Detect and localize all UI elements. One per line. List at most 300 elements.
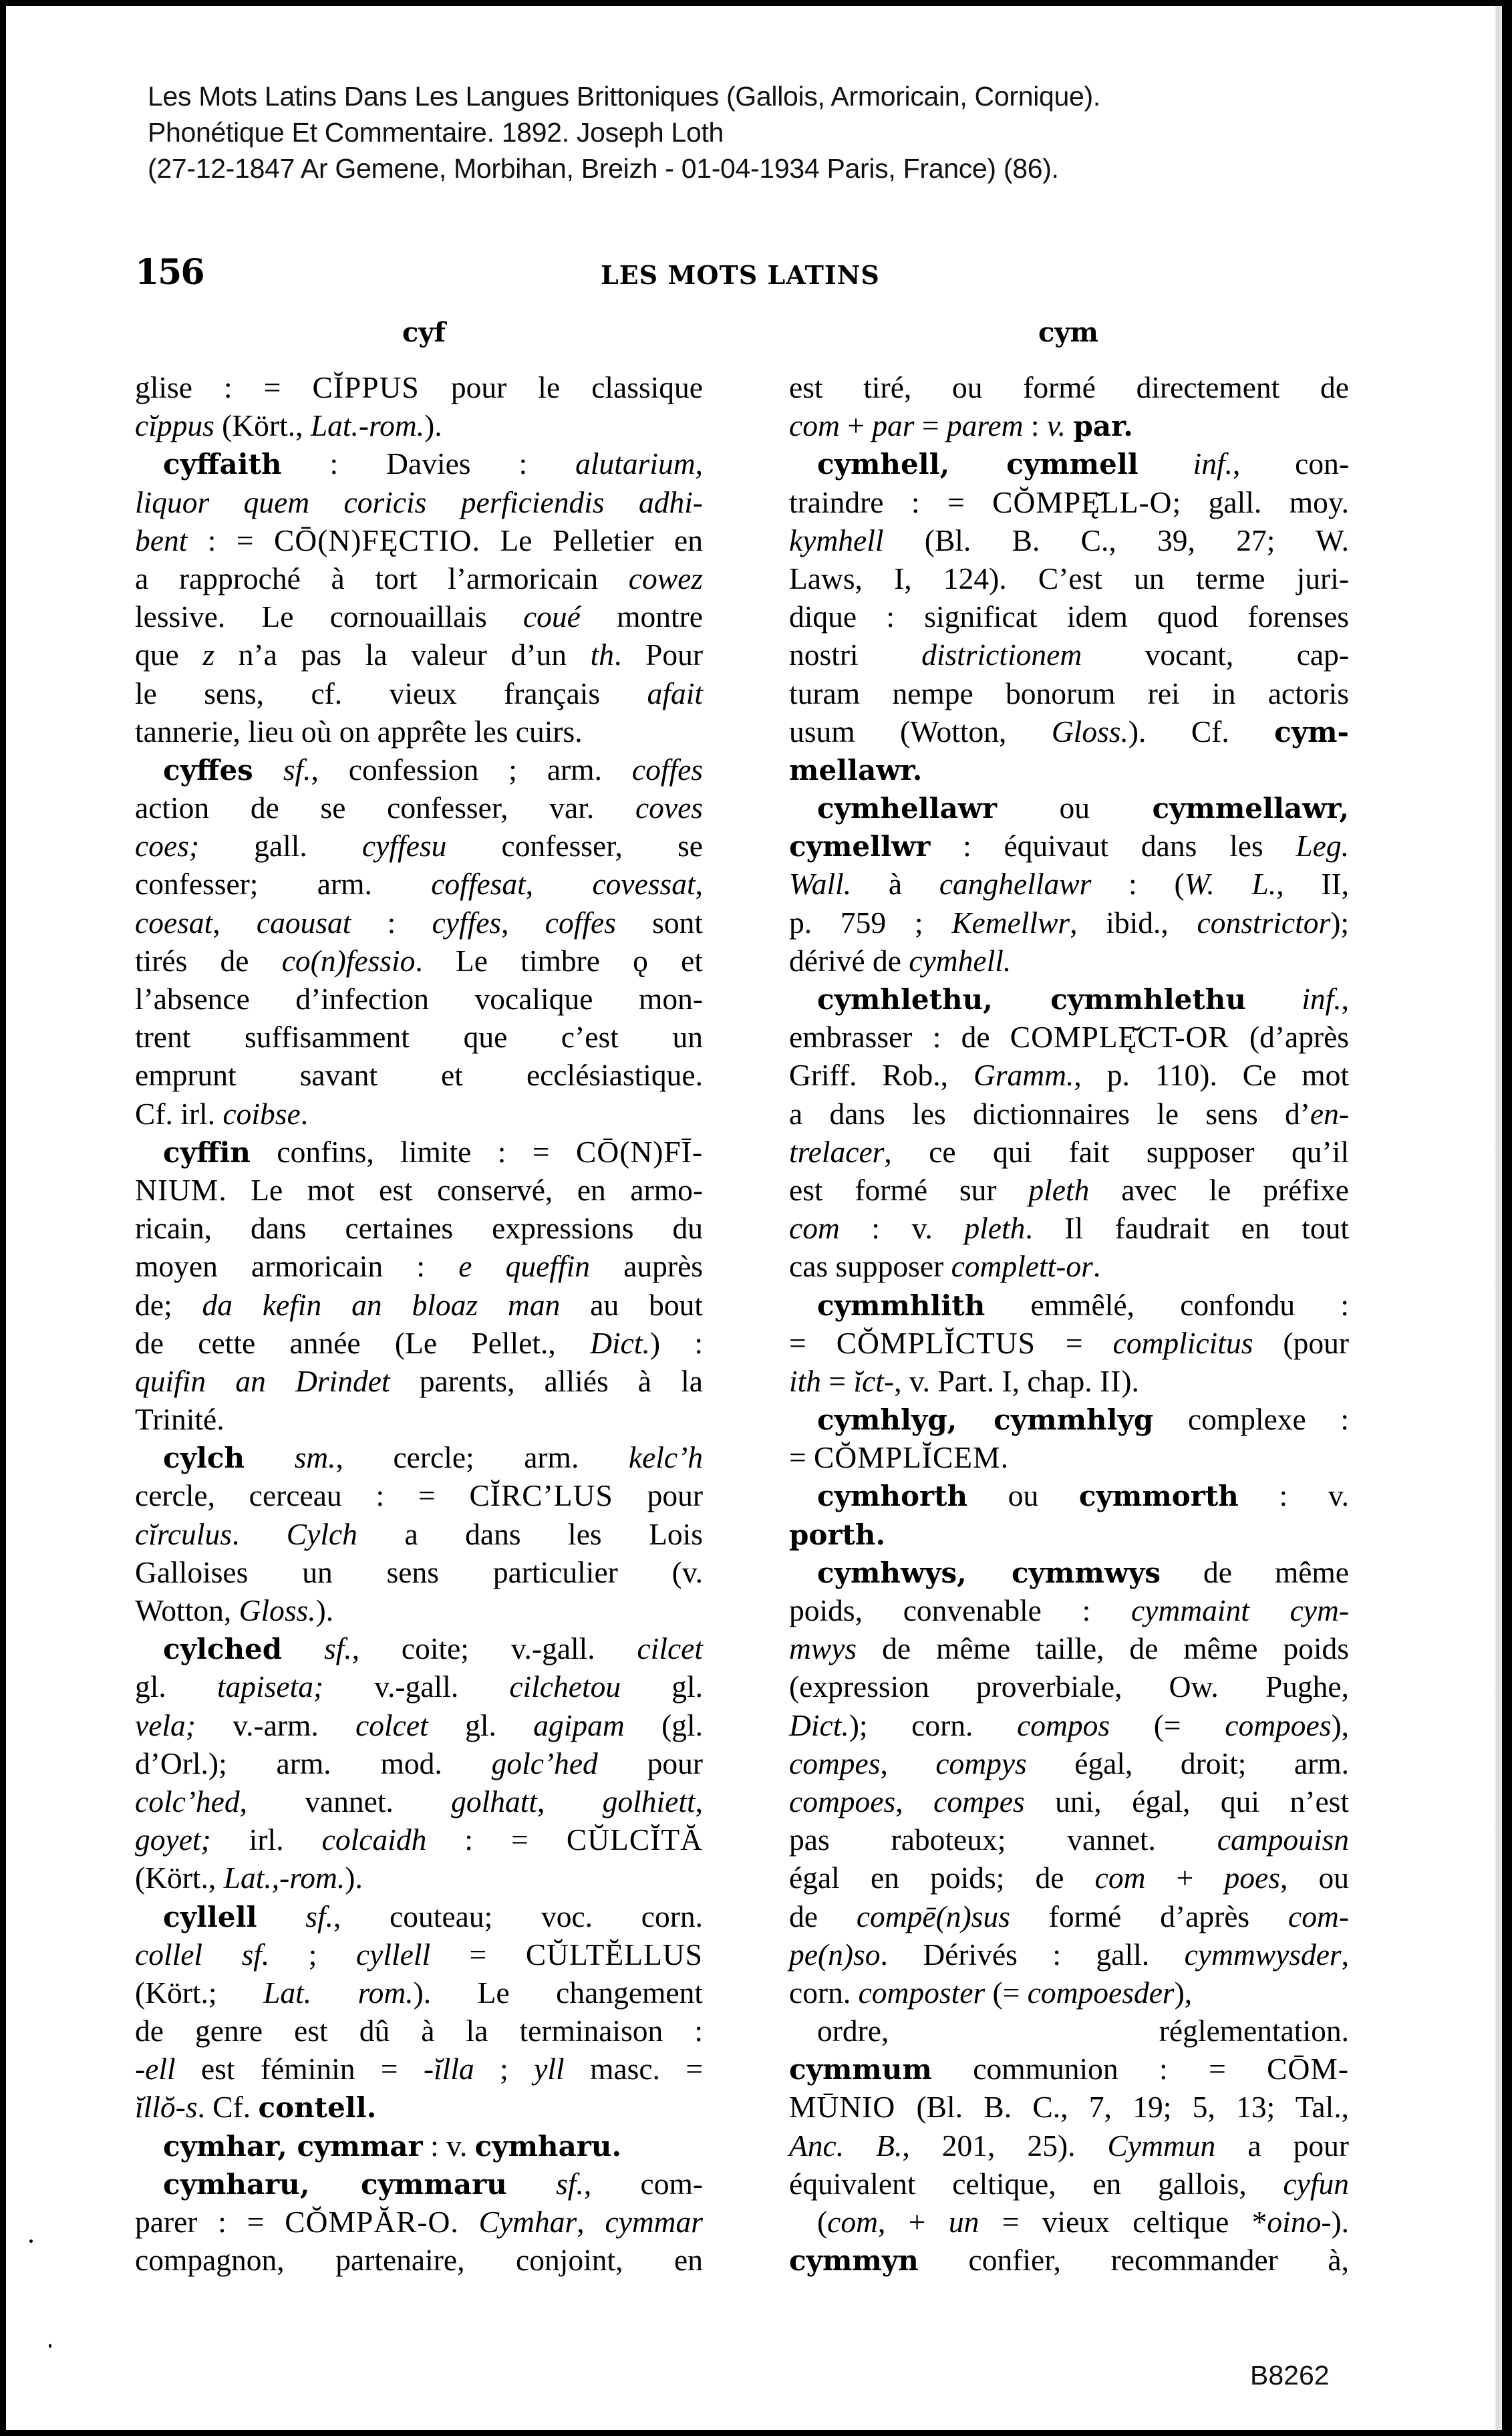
text-run	[282, 1631, 324, 1665]
italic-form: golhiett	[602, 1784, 696, 1818]
text-run: confins, limite : =	[250, 1134, 577, 1169]
italic-form: un	[948, 2205, 979, 2239]
text-line	[135, 1324, 703, 1362]
text-line	[135, 406, 703, 444]
text-line	[135, 942, 703, 980]
headword: cyffes	[163, 753, 253, 787]
italic-form: pleth	[964, 1211, 1026, 1246]
text-run: confier, recommander à,	[918, 2243, 1349, 2278]
italic-form: compos	[1017, 1708, 1110, 1742]
text-run: emprunt savant et ecclésiastique.	[135, 1058, 703, 1093]
text-run: +	[1145, 1861, 1225, 1895]
text-line	[789, 1286, 1349, 1324]
text-run: =	[1035, 1325, 1113, 1360]
text-line	[135, 751, 703, 789]
italic-form: Anc. B.	[789, 2128, 903, 2163]
text-run: ;	[269, 1937, 356, 1972]
text-run	[1246, 982, 1302, 1016]
italic-form: liquor quem coricis perficiendis adhi-	[135, 485, 703, 519]
text-run: ricain, dans certaines expressions du	[135, 1211, 703, 1246]
text-run: pas raboteux; vannet.	[789, 1822, 1217, 1857]
text-run: que	[135, 638, 203, 672]
scan-speck	[49, 2344, 51, 2348]
text-run: auprès	[590, 1249, 703, 1284]
italic-form: compoes	[1225, 1708, 1332, 1742]
italic-form: W. L.	[1184, 867, 1277, 902]
text-run: ,	[1341, 1937, 1349, 1972]
text-line	[135, 1782, 703, 1820]
italic-form: golhatt	[451, 1784, 538, 1818]
text-run: égal en poids; de	[789, 1861, 1095, 1895]
italic-form: covessat	[592, 867, 696, 902]
headword: cymhwys, cymmwys	[817, 1556, 1161, 1589]
italic-form: -ĭlla	[423, 2052, 474, 2086]
text-run	[253, 753, 283, 787]
italic-form: compē(n)sus	[856, 1899, 1010, 1933]
italic-form: da kefin an bloaz man	[202, 1287, 561, 1322]
text-run: de cette année (Le Pellet.,	[135, 1325, 591, 1360]
latin-etymon: CŎMPĂR-O	[285, 2205, 451, 2239]
text-line	[135, 1553, 703, 1591]
italic-form: colc’hed	[135, 1784, 240, 1818]
text-run: ou	[997, 791, 1153, 825]
text-run: complexe :	[1153, 1402, 1349, 1437]
text-run: embrasser : de	[789, 1020, 1010, 1055]
text-run: dérivé de	[789, 943, 909, 978]
text-run: . Cf.	[197, 2090, 259, 2125]
text-run: le sens, cf. vieux français	[135, 676, 647, 710]
italic-form: com	[1094, 1861, 1146, 1895]
text-line	[789, 2127, 1349, 2165]
text-run: (Bl. B. C., 39, 27; W.	[883, 523, 1349, 557]
italic-form: compoes	[789, 1784, 896, 1818]
text-line	[789, 1362, 1349, 1400]
latin-etymon: CŬLCĬTĂ	[566, 1822, 703, 1857]
text-line	[789, 1209, 1349, 1247]
text-run: avec le préfixe	[1089, 1172, 1349, 1207]
text-run: . Pour	[614, 638, 703, 672]
text-run: parents, alliés à la	[390, 1363, 703, 1398]
text-run: a dans les Lois	[357, 1516, 703, 1551]
text-run: sont	[615, 905, 703, 940]
italic-form: cilcet	[637, 1631, 703, 1666]
text-run: ). Cf.	[1128, 714, 1275, 749]
text-line	[789, 1744, 1349, 1782]
text-line	[789, 1706, 1349, 1744]
text-line	[789, 1056, 1349, 1094]
text-run: : v.	[422, 2128, 475, 2163]
text-run: .	[450, 2205, 479, 2239]
latin-etymon: CŌ(N)FĪ-	[576, 1134, 703, 1169]
italic-form: cymmaint cym-	[1130, 1593, 1349, 1627]
headword: cymhar, cymmar	[163, 2129, 423, 2163]
text-run: (=	[1110, 1708, 1225, 1742]
italic-form: cĭrculus	[135, 1516, 232, 1551]
text-run: ;	[474, 2052, 535, 2086]
italic-form: Lat.,-rom.	[223, 1861, 345, 1895]
text-line	[789, 1820, 1349, 1859]
italic-form: v.	[1046, 408, 1066, 443]
text-run: de genre est dû à la terminaison :	[135, 2014, 703, 2048]
italic-form: cyllell	[355, 1937, 431, 1972]
italic-form: kymhell	[789, 523, 884, 557]
text-run: : Davies :	[281, 446, 576, 481]
latin-etymon: CŎMPLĬCEM	[814, 1440, 1001, 1475]
italic-form: Kemellwr	[951, 905, 1070, 940]
text-run: l’absence d’infection vocalique mon-	[135, 982, 703, 1016]
text-run: Trinité.	[135, 1402, 224, 1437]
text-run: dique : significat idem quod forenses	[789, 599, 1349, 634]
text-line	[135, 2203, 703, 2241]
italic-form: trelacer	[789, 1134, 885, 1169]
text-line	[789, 1324, 1349, 1362]
italic-form: pe(n)so	[789, 1937, 881, 1972]
text-line	[789, 1247, 1349, 1285]
bib-line-2: Phonétique Et Commentaire. 1892. Joseph Loth	[148, 117, 724, 148]
latin-etymon: II	[1100, 1363, 1122, 1398]
text-line	[789, 368, 1349, 406]
italic-form: Gloss.	[1051, 714, 1128, 749]
text-run: de même taille, de même poids	[857, 1631, 1349, 1666]
text-line	[789, 942, 1349, 980]
text-run: , II,	[1276, 867, 1350, 902]
text-line	[789, 1095, 1349, 1133]
text-run: ),	[1331, 1708, 1349, 1742]
text-run: est tiré, ou formé directement de	[789, 370, 1349, 404]
text-run: , confession ; arm.	[311, 752, 632, 787]
headword: cymellwr	[789, 830, 931, 863]
italic-form: afait	[647, 676, 703, 710]
text-run: gl.	[428, 1708, 534, 1742]
text-run: (expression proverbiale, Ow. Pughe,	[789, 1669, 1349, 1704]
right-guide-word: cym	[1038, 317, 1098, 348]
text-line	[789, 1171, 1349, 1209]
italic-form: alutarium,	[575, 446, 703, 481]
text-run: :	[351, 905, 432, 940]
italic-form: composter	[858, 1975, 986, 2010]
italic-form: sf.	[305, 1899, 333, 1933]
text-run: ),	[1174, 1975, 1193, 2010]
text-run: gl.	[135, 1669, 217, 1704]
text-line	[789, 1400, 1349, 1438]
text-run: , ou	[1279, 1861, 1349, 1895]
headword: contell.	[258, 2091, 377, 2125]
text-line	[789, 1782, 1349, 1820]
text-run: de	[789, 1899, 857, 1933]
text-line	[789, 521, 1349, 559]
text-run: , coite; v.-gall.	[351, 1631, 637, 1666]
scan-speck	[29, 2240, 33, 2243]
latin-etymon: CŌ(N)FĘCTIO	[274, 523, 472, 557]
text-line	[135, 980, 703, 1018]
catalog-code: B8262	[1250, 2360, 1330, 2391]
text-run: tannerie, lieu où on apprête les cuirs.	[135, 714, 583, 749]
text-run: . Dérivés : gall.	[880, 1937, 1185, 1972]
text-run: , ibid.,	[1070, 905, 1197, 940]
italic-form: cilchetou	[509, 1669, 621, 1704]
headword: cyffin	[163, 1135, 251, 1169]
text-line	[135, 1476, 703, 1514]
italic-form: coffes	[545, 905, 616, 940]
text-run: gl.	[621, 1669, 703, 1704]
italic-form: cyffes	[432, 905, 502, 940]
text-run: p. 759 ;	[789, 905, 952, 940]
italic-form: Wall.	[789, 867, 852, 902]
italic-form: com	[789, 1211, 840, 1246]
italic-form: campouisn	[1217, 1822, 1349, 1857]
text-line	[135, 1667, 703, 1706]
text-run: égal, droit; arm.	[1026, 1746, 1349, 1780]
text-run: ,	[1341, 982, 1349, 1016]
headword: cymhell, cymmell	[817, 448, 1139, 481]
text-run: = vieux celtique *	[979, 2205, 1267, 2239]
text-run	[245, 1440, 295, 1474]
italic-form: bent	[135, 523, 188, 557]
italic-form: cyfun	[1283, 2166, 1349, 2201]
text-run: ,	[525, 867, 593, 902]
text-line	[135, 865, 703, 903]
italic-form: en-	[1310, 1096, 1349, 1131]
italic-form: cymmar	[605, 2205, 704, 2239]
text-run: .	[1000, 1440, 1008, 1475]
italic-form: pleth	[1028, 1172, 1090, 1207]
italic-form: agipam	[533, 1708, 625, 1742]
headword: cymhlyg, cymmhlyg	[817, 1403, 1154, 1437]
text-run: : =	[426, 1822, 567, 1857]
italic-form: coes;	[135, 829, 199, 863]
text-run: traindre : =	[789, 485, 993, 519]
text-run: pour	[597, 1746, 703, 1780]
text-run: , vannet.	[239, 1784, 452, 1818]
text-run: moyen armoricain :	[135, 1249, 459, 1284]
text-run: (d’après	[1229, 1020, 1349, 1055]
headword: cymhorth	[817, 1480, 968, 1513]
text-run: ,	[895, 1784, 934, 1818]
text-run: : =	[187, 523, 275, 557]
italic-form: cymmwysder	[1184, 1937, 1342, 1972]
headword: cylch	[163, 1442, 245, 1475]
italic-form: Lat.-rom.	[310, 408, 425, 443]
text-run: à	[851, 867, 939, 902]
text-line	[135, 483, 703, 521]
text-line	[135, 1897, 703, 1935]
headword: cylched	[163, 1633, 283, 1666]
text-line	[135, 2165, 703, 2203]
italic-form: colcaidh	[321, 1822, 427, 1857]
latin-etymon: CŬLTĔLLUS	[525, 1937, 703, 1972]
text-line	[135, 2050, 703, 2088]
text-run: Laws, I, 124). C’est un terme juri-	[789, 561, 1349, 595]
text-line	[135, 1362, 703, 1400]
bib-line-1: Les Mots Latins Dans Les Langues Brittoniques (Gallois, Armoricain, Cornique).	[148, 81, 1100, 112]
italic-form: cĭppus	[135, 408, 214, 443]
text-line	[135, 1706, 703, 1744]
headword: cymharu.	[474, 2129, 622, 2163]
text-line	[135, 674, 703, 712]
document-page	[6, 6, 1502, 2430]
headword: cymmhlith	[817, 1289, 986, 1322]
italic-form: Dict.	[590, 1325, 650, 1360]
italic-form: Gloss.	[239, 1593, 316, 1627]
text-run: , cercle; arm.	[335, 1440, 629, 1475]
italic-form: kelc’h	[628, 1440, 704, 1475]
text-line	[789, 904, 1349, 942]
text-run: parer : =	[135, 2205, 285, 2239]
text-run: ).	[345, 1861, 363, 1895]
latin-etymon: CĬRC’LUS	[469, 1478, 613, 1513]
text-run: ,	[577, 2205, 605, 2239]
headword: par.	[1073, 410, 1133, 443]
text-run: : équivaut dans les	[930, 829, 1296, 863]
text-run: .	[300, 1096, 309, 1131]
left-guide-word: cyf	[402, 317, 446, 348]
text-line	[789, 1897, 1349, 1935]
text-line	[135, 1018, 703, 1056]
italic-form: sm.	[294, 1440, 336, 1475]
italic-form: coué	[522, 599, 581, 634]
text-run: est formé sur	[789, 1172, 1029, 1207]
text-line	[135, 1247, 703, 1285]
text-line	[789, 483, 1349, 521]
headword: cymharu, cymmaru	[163, 2167, 507, 2201]
text-run: glise : =	[135, 370, 313, 404]
left-column	[135, 368, 703, 2279]
text-run: ,	[501, 905, 545, 940]
text-run: .	[1092, 1249, 1101, 1284]
text-line	[135, 2012, 703, 2050]
italic-form: tapiseta;	[216, 1669, 324, 1704]
text-line	[135, 1859, 703, 1897]
text-line	[135, 1974, 703, 2012]
italic-form: inf.	[1302, 982, 1342, 1016]
italic-form: Lat. rom.	[263, 1975, 414, 2010]
text-run: tirés de	[135, 943, 282, 978]
text-run: . Le timbre ǫ et	[415, 943, 703, 978]
text-run: lessive. Le cornouaillais	[135, 599, 523, 634]
text-run: trent suffisamment que c’est un	[135, 1020, 703, 1055]
text-line	[789, 406, 1349, 444]
text-line	[789, 1629, 1349, 1667]
text-run: (=	[985, 1975, 1028, 2010]
text-line	[135, 597, 703, 636]
italic-form: collel sf.	[135, 1937, 270, 1972]
text-run: : v.	[1238, 1478, 1350, 1513]
text-run: , con-	[1232, 446, 1349, 481]
italic-form: quifin an Drindet	[135, 1363, 390, 1398]
italic-form: yll	[534, 2052, 565, 2086]
text-line	[789, 1018, 1349, 1056]
text-run: ). Le changement	[413, 1975, 703, 2010]
text-run: (	[817, 2205, 828, 2239]
text-line	[135, 2127, 703, 2165]
right-column	[789, 368, 1349, 2279]
text-run: uni, égal, qui n’est	[1024, 1784, 1350, 1818]
text-run: ).	[1121, 1363, 1139, 1398]
text-run: . Le mot est conservé, en armo-	[218, 1172, 703, 1207]
text-line	[135, 1056, 703, 1094]
text-line	[789, 2165, 1349, 2203]
italic-form: ĭct-	[853, 1363, 895, 1398]
text-run: ).	[1331, 2205, 1349, 2239]
italic-form: compoesder	[1027, 1975, 1175, 2010]
text-line	[789, 789, 1349, 827]
italic-form: com	[789, 408, 840, 443]
italic-form: compys	[935, 1746, 1027, 1780]
text-run: ).	[424, 408, 442, 443]
italic-form: e queffin	[458, 1249, 591, 1284]
italic-form: vela;	[135, 1708, 196, 1742]
italic-form: districtionem	[921, 638, 1082, 672]
italic-form: Leg.	[1296, 829, 1349, 863]
italic-form: th	[590, 638, 615, 672]
italic-form: compes	[933, 1784, 1025, 1818]
italic-form: sf.	[556, 2166, 584, 2201]
text-run: a rapproché à tort l’armoricain	[135, 561, 629, 595]
headword: mellawr.	[789, 753, 923, 787]
text-run: Galloises un sens particulier (v.	[135, 1554, 703, 1589]
text-run: , v. Part. I, chap.	[894, 1363, 1100, 1398]
text-run: communion : =	[931, 2052, 1267, 2086]
text-line	[789, 2088, 1349, 2126]
latin-etymon: NIUM	[135, 1172, 219, 1207]
text-line	[789, 2050, 1349, 2088]
text-run: : v.	[839, 1211, 965, 1246]
text-line	[789, 2241, 1349, 2279]
headword: porth.	[789, 1518, 886, 1551]
headword: cyffaith	[163, 448, 282, 481]
text-line	[789, 1553, 1349, 1591]
text-run: ,	[695, 1784, 703, 1818]
text-line	[135, 521, 703, 559]
text-run: ; gall. moy.	[1172, 485, 1350, 519]
text-run: cas supposer	[789, 1249, 951, 1284]
text-run: d’Orl.); arm. mod.	[135, 1746, 492, 1780]
italic-form: par	[872, 408, 915, 443]
text-run: a dans les dictionnaires le sens d’	[789, 1096, 1310, 1131]
latin-etymon: CĬPPUS	[312, 370, 420, 404]
text-run: (Kört.,	[135, 1861, 224, 1895]
latin-etymon: CŌM-	[1267, 2052, 1349, 2086]
text-run: :	[1023, 408, 1047, 443]
text-line	[135, 1171, 703, 1209]
text-line	[789, 1515, 1349, 1553]
text-run: =	[914, 408, 947, 443]
text-line	[135, 1438, 703, 1476]
italic-form: -ell	[135, 2052, 176, 2086]
latin-etymon: COMPLĘ̆CT-OR	[1010, 1020, 1229, 1055]
italic-form: com-	[1288, 1899, 1349, 1933]
text-line	[135, 1744, 703, 1782]
text-run: +	[839, 408, 873, 443]
text-line	[135, 827, 703, 865]
text-run: . Le Pelletier en	[472, 523, 703, 557]
text-run: gall.	[199, 829, 363, 863]
text-run: formé d’après	[1010, 1899, 1289, 1933]
text-run	[257, 1899, 306, 1933]
text-line	[789, 1476, 1349, 1514]
text-run: confesser, se	[446, 829, 703, 863]
text-line	[135, 712, 703, 751]
italic-form: mwys	[789, 1631, 857, 1666]
italic-form: golc’hed	[491, 1746, 598, 1780]
text-run: =	[789, 1440, 814, 1475]
latin-etymon: MŪNIO	[789, 2090, 896, 2125]
text-run: Griff. Rob.,	[789, 1058, 973, 1093]
text-line	[789, 2012, 1349, 2050]
text-run: . Il faudrait en tout	[1025, 1211, 1350, 1246]
italic-form: Gramm.	[973, 1058, 1074, 1093]
text-run: pour le classique	[419, 370, 703, 404]
